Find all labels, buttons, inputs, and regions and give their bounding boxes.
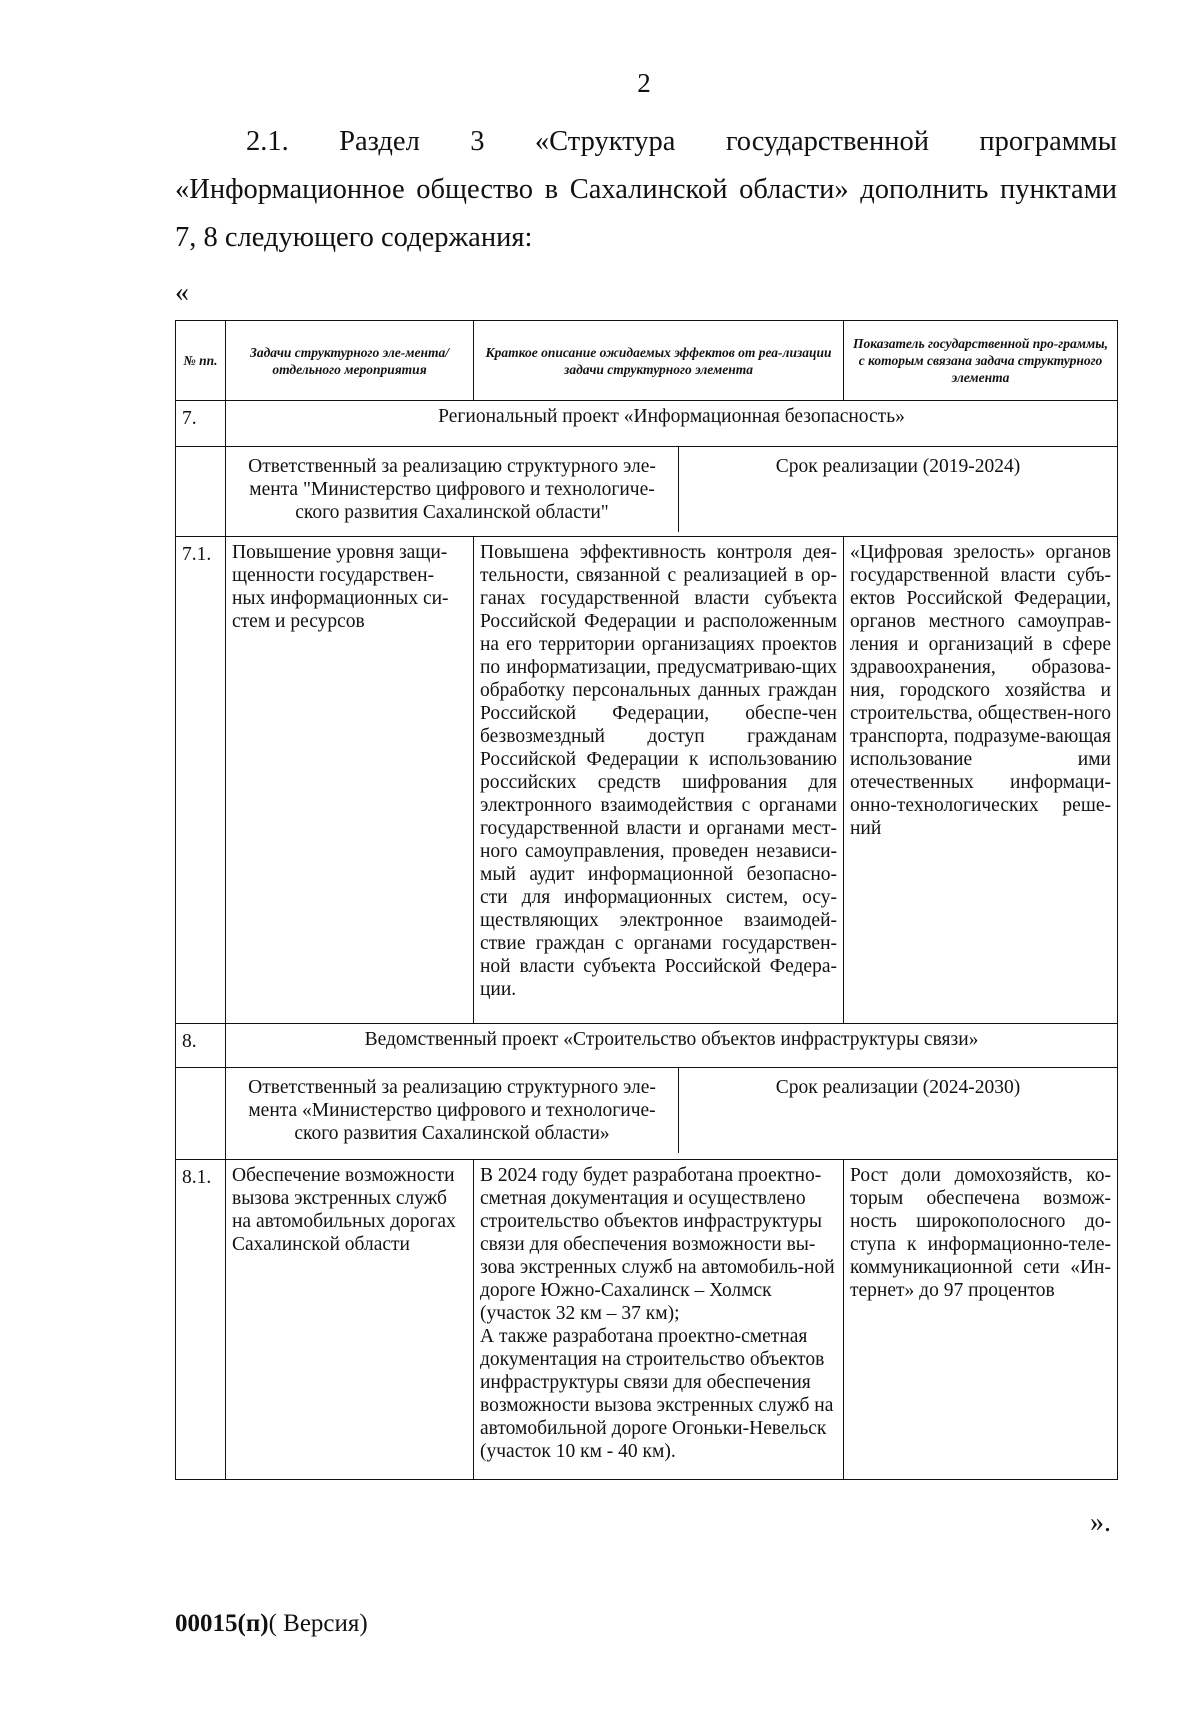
effect-cell — [474, 1160, 844, 1480]
task-cell: Обеспечение возможности вызова экстренных служб на автомобильных дорогах Сахалинской области — [226, 1160, 474, 1480]
empty-cell — [176, 447, 226, 537]
intro-word: «Информационное — [175, 174, 405, 205]
intro-line-1 — [175, 118, 1117, 166]
effect-paragraph-2: А также разработана проектно-сметная документация на строительство объектов инфраструктуры связи для обеспечения возможности вызова экстренных служб на автомобильной дороге Огоньки-Невельск (участок 10 км - 40 км). — [480, 1326, 834, 1462]
effect-cell: Повышена эффективность контроля дея-тельности, связанной с реализацией в ор-ганах государственной власти субъекта Российской Федерации и расположенным на его территории организациях проектов по информатизации, предусматриваю-щих обработку персональных данных граждан Российской Федерации, обеспе-чен безвозмездный доступ гражданам Российской Федерации к использованию российских средств шифрования для электронного взаимодействия с органами государственной власти и органами мест-ного самоуправления, проведен независи-мый аудит информационной безопасно-сти для информационных систем, осу-ществляющих электронное взаимодей-ствие граждан с органами государствен-ной власти субъекта Российской Федера-ции. — [474, 537, 844, 1024]
intro-word: 3 — [470, 126, 485, 157]
row-number: 8.1. — [176, 1160, 226, 1480]
responsible-cell — [226, 1068, 1118, 1160]
section-number: 8. — [176, 1024, 226, 1068]
responsible-cell — [226, 447, 1118, 537]
empty-cell — [176, 1068, 226, 1160]
intro-word: в — [544, 174, 559, 205]
intro-word: Раздел — [339, 126, 420, 157]
document-code: 00015(п) — [175, 1610, 269, 1637]
intro-line-3: 7, 8 следующего содержания: — [175, 222, 533, 253]
indicator-cell: «Цифровая зрелость» органов государственной власти субъ-ектов Российской Федерации, органов местного самоуправ-ления и организаций в сфере здравоохранения, образова-ния, городского хозяйства и строительства, обществен-ного транспорта, подразуме-вающая использование ими отечественных информаци-онно-технологических реше-ний — [844, 537, 1118, 1024]
page-number: 2 — [637, 68, 651, 98]
section-number: 7. — [176, 401, 226, 447]
header-effect: Краткое описание ожидаемых эффектов от реа-лизации задачи структурного элемента — [474, 321, 844, 401]
row-7-1 — [176, 537, 1118, 1024]
project-title: Ведомственный проект «Строительство объектов инфраструктуры связи» — [226, 1024, 1118, 1068]
closing-quote-mark: ». — [1090, 1507, 1111, 1538]
document-version: ( Версия) — [268, 1610, 368, 1637]
section-8-responsible-row — [176, 1068, 1118, 1160]
project-title: Региональный проект «Информационная безопасность» — [226, 401, 1118, 447]
section-7-project-row — [176, 401, 1118, 447]
effect-paragraph-1: В 2024 году будет разработана проектно-сметная документация и осуществлено строительство объектов инфраструктуры связи для обеспечения возможности вы-зова экстренных служб на автомобиль-ной дороге Южно-Сахалинск – Холмск (участок 32 км – 37 км); — [480, 1165, 835, 1324]
task-cell: Повышение уровня защи-щенности государствен-ных информационных си-стем и ресурсов — [226, 537, 474, 1024]
intro-word: Сахалинской — [569, 174, 728, 205]
indicator-cell: Рост доли домохозяйств, ко-торым обеспечена возмож-ность широкополосного до-ступа к информационно-теле-коммуникационной сети «Ин-тернет» до 97 процентов — [844, 1160, 1118, 1480]
intro-word: области» — [739, 174, 849, 205]
intro-word: пунктами — [1000, 174, 1117, 205]
intro-word: общество — [416, 174, 533, 205]
implementation-term: Срок реализации (2019-2024) — [775, 456, 1021, 477]
implementation-term: Срок реализации (2024-2030) — [775, 1077, 1021, 1098]
intro-paragraph — [175, 118, 1117, 262]
structure-table — [175, 320, 1118, 1480]
intro-word: 2.1. — [246, 126, 289, 157]
row-8-1 — [176, 1160, 1118, 1480]
intro-word: программы — [979, 126, 1117, 157]
responsible-organization: Ответственный за реализацию структурного эле-мента "Министерство цифрового и технологиче-ского развития Сахалинской области" — [226, 447, 679, 532]
section-8-project-row — [176, 1024, 1118, 1068]
intro-word: «Структура — [534, 126, 676, 157]
row-number: 7.1. — [176, 537, 226, 1024]
section-7-responsible-row — [176, 447, 1118, 537]
document-footer — [175, 1610, 368, 1638]
intro-word: государственной — [725, 126, 929, 157]
opening-quote-mark: « — [175, 277, 189, 308]
header-number: № пп. — [176, 321, 226, 401]
header-task: Задачи структурного эле-мента/отдельного мероприятия — [226, 321, 474, 401]
intro-line-2 — [175, 166, 1117, 214]
header-indicator: Показатель государственной про-граммы, с которым связана задача структурного элемента — [844, 321, 1118, 401]
responsible-organization: Ответственный за реализацию структурного эле-мента «Министерство цифрового и технологиче-ского развития Сахалинской области» — [226, 1068, 679, 1153]
table-header-row — [176, 321, 1118, 401]
intro-word: дополнить — [860, 174, 989, 205]
